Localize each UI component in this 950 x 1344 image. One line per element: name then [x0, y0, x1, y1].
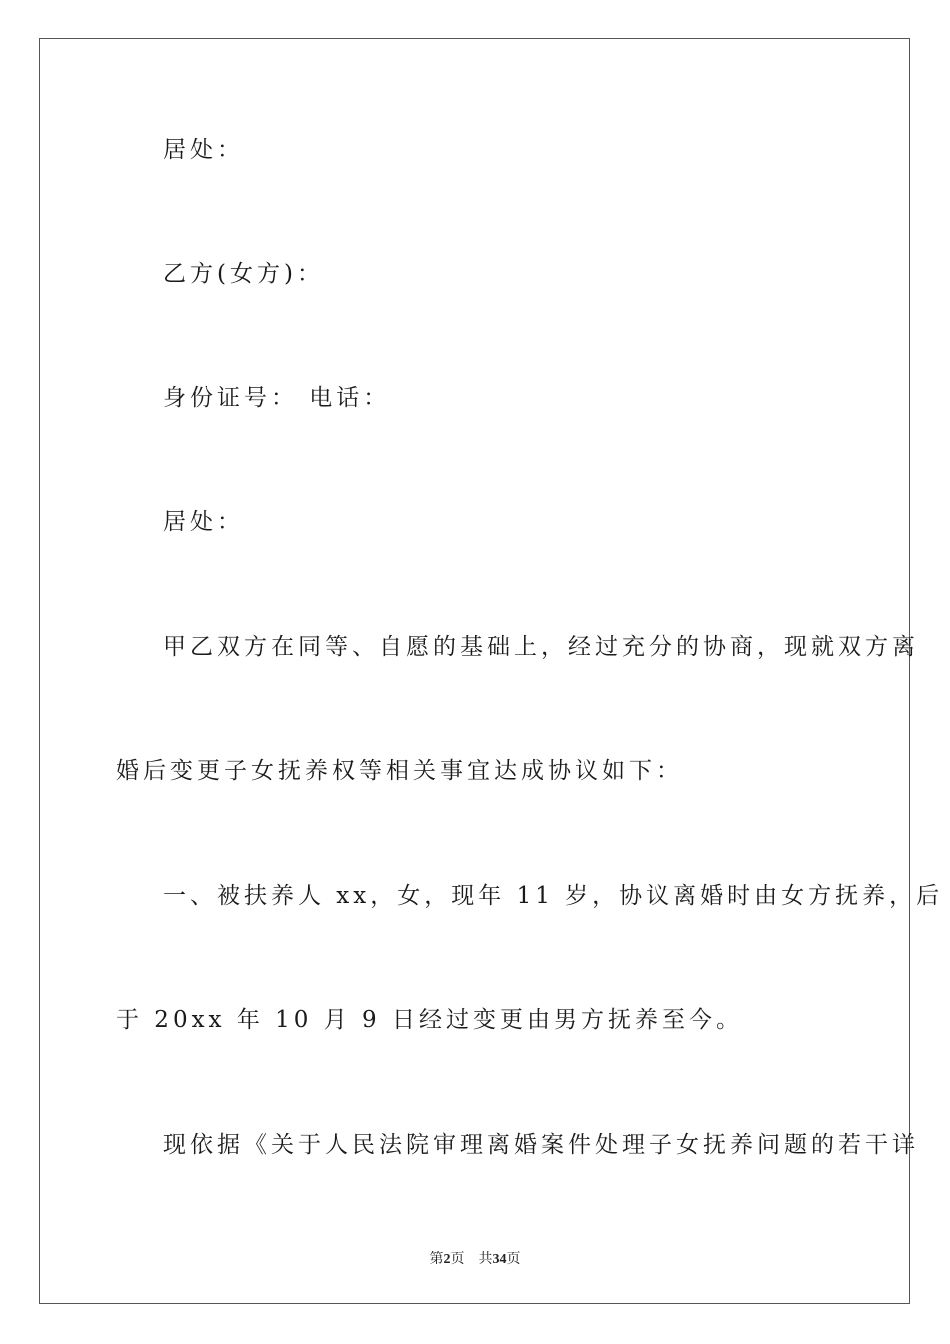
page-footer [0, 1248, 950, 1268]
footer-page-suffix: 页 [450, 1252, 465, 1267]
clause-one-line-2: 于 20xx 年 10 月 9 日经过变更由男方抚养至今。 [116, 1007, 743, 1033]
party-b-line: 乙方(女方)： [163, 261, 324, 287]
clause-one-line-1: 一、被扶养人 xx，女，现年 11 岁，协议离婚时由女方抚养，后 [163, 883, 944, 909]
basis-paragraph-line-1: 现依据《关于人民法院审理离婚案件处理子女抚养问题的若干详 [163, 1132, 919, 1158]
footer-total-pages: 34 [492, 1252, 507, 1267]
page-frame [39, 38, 910, 1304]
footer-total-prefix: 共 [478, 1252, 493, 1267]
id-phone-line: 身份证号： 电话： [163, 385, 391, 411]
residence-line-1: 居处： [163, 137, 244, 163]
footer-total-suffix: 页 [506, 1252, 521, 1267]
residence-line-2: 居处： [163, 509, 244, 535]
paragraph-intro-line-1: 甲乙双方在同等、自愿的基础上，经过充分的协商，现就双方离 [163, 634, 919, 660]
footer-page-prefix: 第 [429, 1252, 444, 1267]
footer-page-number: 2 [443, 1252, 451, 1267]
paragraph-intro-line-2: 婚后变更子女抚养权等相关事宜达成协议如下： [116, 758, 683, 784]
